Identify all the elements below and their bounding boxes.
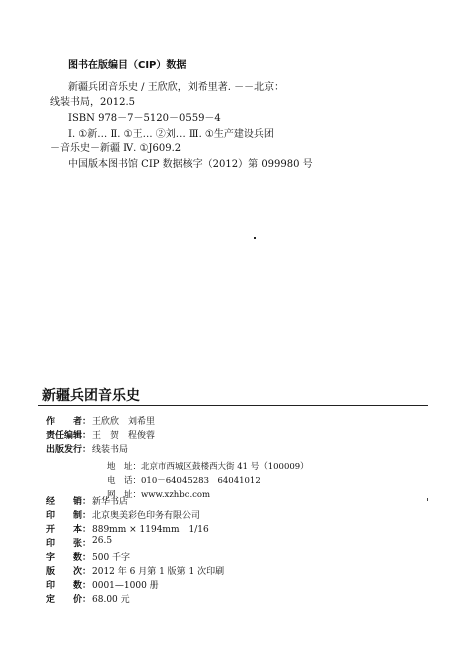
cip-title-author: 新疆兵团音乐史 / 王欣欣，刘希里著. －－北京： [68, 82, 285, 93]
page-mark [427, 498, 428, 501]
publisher-website: 网 址：www.xzhbc.com [107, 490, 211, 500]
cip-isbn: ISBN 978－7－5120－0559－4 [68, 113, 221, 124]
cip-classification-1: Ⅰ. ①新… Ⅱ. ①王… ②刘… Ⅲ. ①生产建设兵团 [68, 129, 274, 140]
author-label: 作 者： [46, 417, 92, 427]
distributor-value: 新华书店 [92, 497, 129, 507]
sheets-label: 印 张： [46, 539, 92, 549]
sheets-value: 26.5 [92, 536, 113, 546]
cip-classification-2: －音乐史－新疆 Ⅳ. ①J609.2 [50, 143, 182, 154]
editor-label: 责任编辑： [46, 431, 92, 441]
cip-number: 中国版本图书馆 CIP 数据核字（2012）第 099980 号 [68, 159, 313, 170]
edition-label: 版 次： [46, 567, 92, 577]
editor-value: 王 贺 程俊蓉 [92, 431, 156, 441]
edition-value: 2012 年 6 月第 1 版第 1 次印刷 [92, 567, 225, 577]
author-value: 王欣欣 刘希里 [92, 417, 156, 427]
distributor-label: 经 销： [46, 497, 92, 507]
print-run-value: 0001—1000 册 [92, 581, 159, 591]
cip-publisher-date: 线装书局，2012.5 [50, 97, 135, 108]
print-run-label: 印 数： [46, 581, 92, 591]
printer-value: 北京奥美彩色印务有限公司 [92, 511, 201, 521]
printer-label: 印 制： [46, 511, 92, 521]
book-title: 新疆兵团音乐史 [42, 388, 140, 404]
title-rule [38, 405, 428, 406]
publisher-phone: 电 话：010－64045283 64041012 [107, 476, 261, 486]
word-count-label: 字 数： [46, 553, 92, 563]
publisher-label: 出版发行： [46, 445, 92, 455]
price-label: 定 价： [46, 595, 92, 605]
publisher-value: 线装书局 [92, 445, 129, 455]
publisher-address: 地 址：北京市西城区鼓楼西大街 41 号（100009） [107, 462, 309, 472]
price-value: 68.00 元 [92, 595, 130, 605]
word-count-value: 500 千字 [92, 553, 131, 563]
page-speck [254, 237, 256, 239]
format-label: 开 本： [46, 525, 92, 535]
format-value: 889mm × 1194mm 1/16 [92, 525, 209, 535]
cip-heading: 图书在版编目（CIP）数据 [68, 60, 187, 71]
